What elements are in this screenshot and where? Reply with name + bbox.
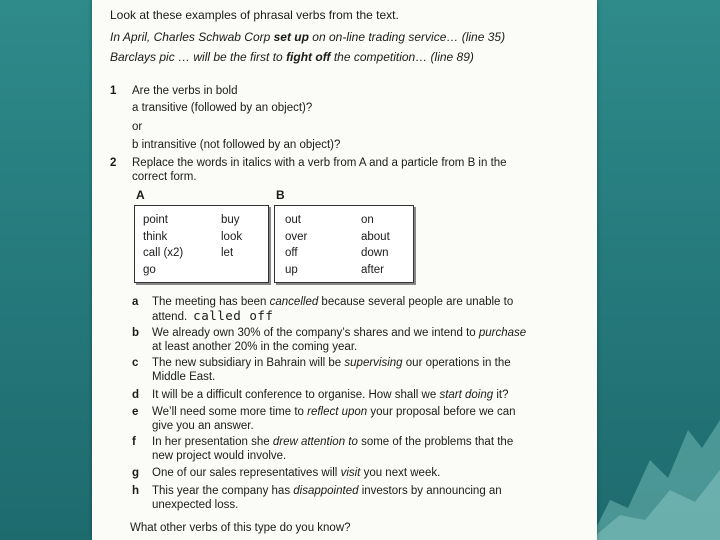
sentence-d (152, 388, 592, 402)
sentence-h (152, 484, 592, 512)
example-1 (110, 30, 505, 44)
sentence-b-italic: purchase (478, 327, 527, 339)
sentence-f-text: In her presentation she (152, 436, 273, 448)
sentence-h-text: This year the company has (152, 485, 294, 497)
sentence-a-letter: a (132, 296, 139, 308)
sentence-e-text: We’ll need some more time to (152, 406, 308, 418)
question-2-line2: correct form. (132, 171, 197, 183)
sentence-h-text-end: investors by announcing an (358, 485, 502, 497)
question-1-number: 1 (110, 85, 117, 97)
sentence-f-text-end: some of the problems that the (357, 436, 514, 448)
question-1-line3: or (132, 121, 143, 133)
sentence-f-italic: drew attention to (272, 436, 358, 448)
question-2-number: 2 (110, 157, 117, 169)
sentence-c-line2: Middle East. (152, 371, 216, 383)
question-1-line2: a transitive (followed by an object)? (132, 102, 313, 114)
sentence-e-line2: give you an answer. (152, 420, 254, 432)
final-question: What other verbs of this type do you know? (130, 522, 351, 534)
example-1-post: on on-line trading service… (line 35) (308, 30, 506, 44)
textbook-page (92, 0, 597, 540)
sentence-b (152, 326, 592, 354)
intro-heading: Look at these examples of phrasal verbs from the text. (110, 8, 399, 22)
box-a-word: go (143, 264, 156, 276)
sentence-g-letter: g (132, 467, 140, 479)
example-2-pre: Barclays pic … will be the first to (110, 50, 287, 64)
sentence-c-text-end: our operations in the (402, 357, 511, 369)
box-b-word: off (285, 247, 298, 259)
box-a-word: look (221, 231, 243, 243)
example-1-verb: set up (273, 30, 309, 44)
question-1-line4: b intransitive (not followed by an object)? (132, 139, 341, 151)
sentence-a-text-end: because several people are unable to (318, 296, 514, 308)
box-b-word: out (285, 214, 301, 226)
box-b-word: after (361, 264, 385, 276)
sentence-f-line2: new project would involve. (152, 450, 287, 462)
example-2 (110, 50, 474, 64)
sentence-d-text: It will be a difficult conference to organise. How shall we (152, 389, 440, 401)
question-2-line1: Replace the words in italics with a verb from A and a particle from B in the (132, 157, 507, 169)
box-a-label: A (136, 188, 145, 202)
sentence-d-italic: start doing (439, 389, 494, 401)
box-a-word: call (x2) (143, 247, 184, 259)
sentence-e-italic: reflect upon (307, 406, 368, 418)
box-b-word: about (361, 231, 390, 243)
example-2-verb: fight off (286, 50, 331, 64)
sentence-a-text: The meeting has been (152, 296, 270, 308)
sentence-b-line2: at least another 20% in the coming year. (152, 341, 358, 353)
sentence-c-letter: c (132, 357, 139, 369)
sentence-h-italic: disappointed (293, 485, 359, 497)
box-b-word: up (285, 264, 298, 276)
sentence-g-text-end: you next week. (360, 467, 441, 479)
example-2-post: the competition… (line 89) (330, 50, 474, 64)
sentence-g (152, 466, 592, 480)
sentence-g-italic: visit (340, 467, 361, 479)
handwritten-answer: called off (193, 308, 274, 323)
question-1-line1: Are the verbs in bold (132, 85, 238, 97)
sentence-a-line2: attend. (152, 311, 188, 323)
sentence-c-italic: supervising (344, 357, 403, 369)
sentence-c (152, 356, 592, 384)
sentence-f-letter: f (132, 436, 136, 448)
sentence-h-line2: unexpected loss. (152, 499, 239, 511)
sentence-f (152, 435, 592, 463)
box-a-word: buy (221, 214, 240, 226)
box-b (274, 205, 414, 283)
sentence-h-letter: h (132, 485, 140, 497)
box-b-label: B (276, 188, 285, 202)
box-b-word: over (285, 231, 308, 243)
box-a-word: think (143, 231, 168, 243)
sentence-a (152, 295, 592, 324)
mountain-decoration (590, 390, 720, 540)
sentence-b-letter: b (132, 327, 140, 339)
box-a-word: point (143, 214, 168, 226)
sentence-e-text-end: your proposal before we can (367, 406, 516, 418)
sentence-d-text-end: it? (493, 389, 509, 401)
sentence-b-text: We already own 30% of the company’s shares and we intend to (152, 327, 479, 339)
sentence-d-letter: d (132, 389, 140, 401)
box-b-word: down (361, 247, 389, 259)
sentence-c-text: The new subsidiary in Bahrain will be (152, 357, 345, 369)
sentence-e-letter: e (132, 406, 139, 418)
box-a-word: let (221, 247, 234, 259)
sentence-g-text: One of our sales representatives will (152, 467, 341, 479)
sentence-a-italic: cancelled (269, 296, 319, 308)
box-a (134, 205, 269, 283)
example-1-pre: In April, Charles Schwab Corp (110, 30, 274, 44)
box-b-word: on (361, 214, 374, 226)
sentence-e (152, 405, 592, 433)
